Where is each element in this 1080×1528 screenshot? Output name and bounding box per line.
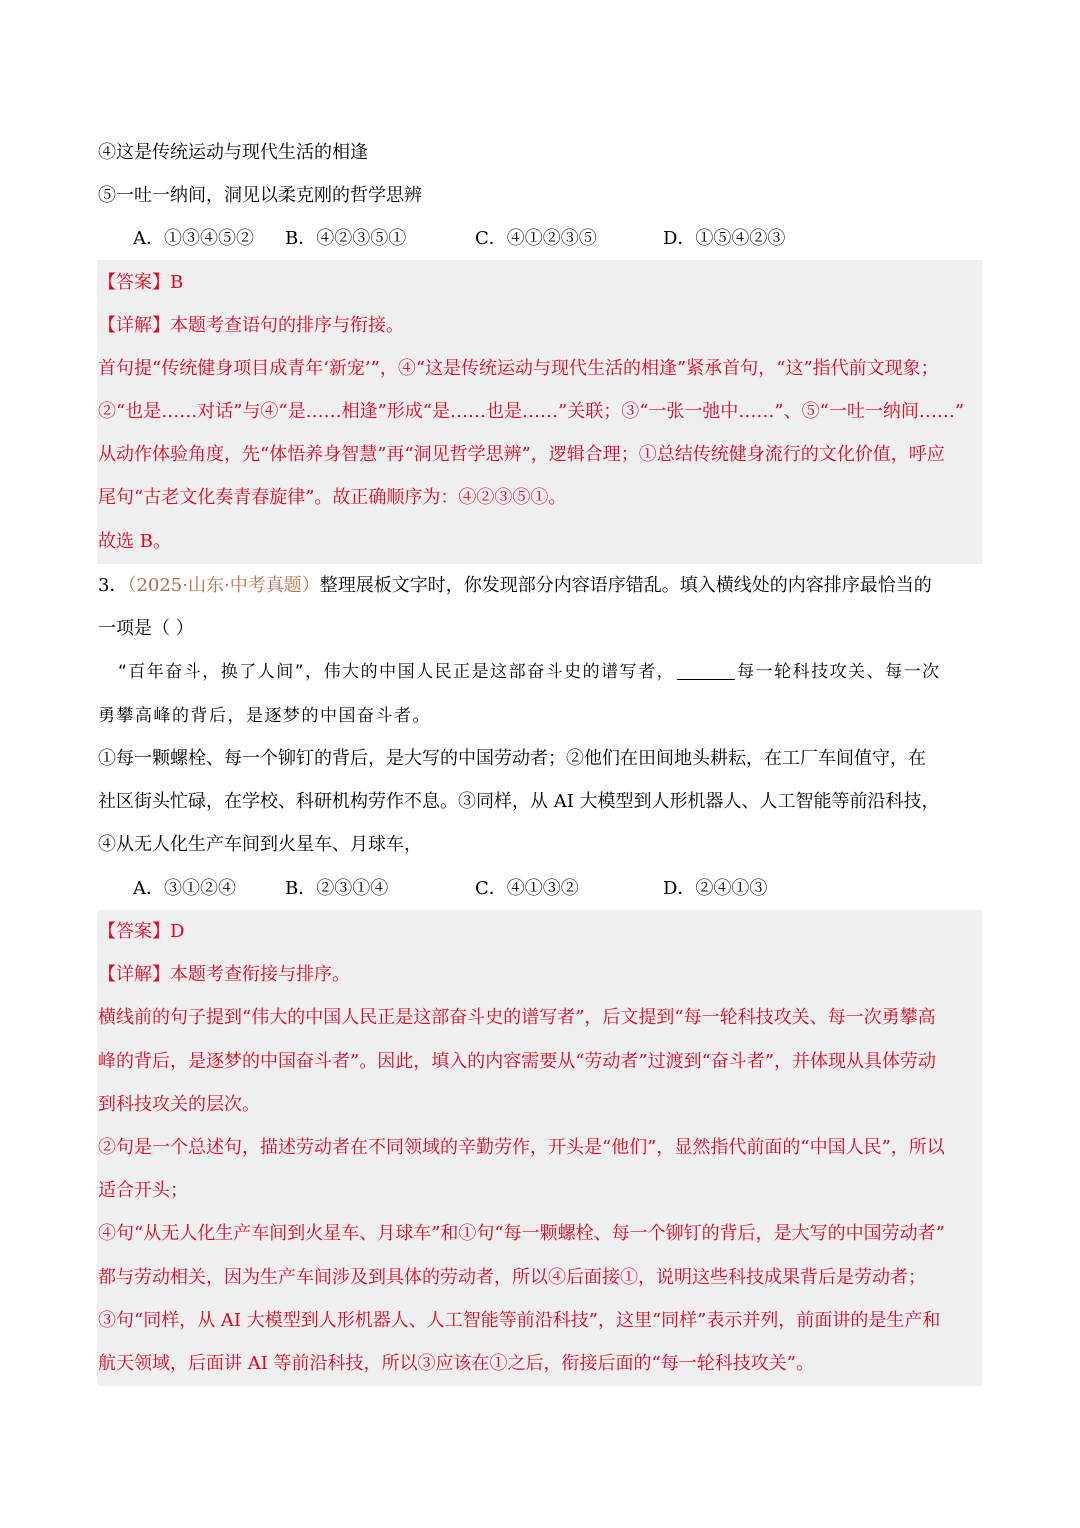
q3-passage-part2: 每一轮科技攻关、每一次: [737, 662, 941, 682]
q2-option-d: D．①⑤④②③: [663, 228, 786, 249]
q2-item-4: ④这是传统运动与现代生活的相逢: [98, 142, 368, 163]
q3-number: 3．: [98, 575, 128, 596]
q3-item-line: 社区街头忙碌，在学校、科研机构劳作不息。③同样，从 AI 大模型到人形机器人、人工智能等前沿科技，: [98, 791, 940, 812]
q2-detail-line: ②“也是……对话”与④“是……相逢”形成“是……也是……”关联；③“一张一弛中……”、⑤“一吐一纳间……”: [98, 401, 965, 422]
q3-detail-line: 都与劳动相关，因为生产车间涉及到具体的劳动者，所以④后面接①，说明这些科技成果背后是劳动者；: [98, 1267, 926, 1288]
q3-source: （2025·山东·中考真题）: [127, 575, 320, 596]
q2-answer: 【答案】B: [98, 272, 184, 293]
q3-detail-line: 航天领域，后面讲 AI 等前沿科技，所以③应该在①之后，衔接后面的“每一轮科技攻关”。: [98, 1353, 814, 1374]
q3-detail-line: 横线前的句子提到“伟大的中国人民正是这部奋斗史的谱写者”，后文提到“每一轮科技攻关、每一次勇攀高: [98, 1007, 936, 1028]
q3-option-d: D．②④①③: [663, 878, 768, 899]
q3-detail-line: ③句“同样，从 AI 大模型到人形机器人、人工智能等前沿科技”，这里“同样”表示并列，前面讲的是生产和: [98, 1310, 941, 1331]
q2-detail-line: 故选 B。: [98, 531, 171, 552]
q3-option-b: B．②③①④: [285, 878, 389, 899]
q3-detail-line: 峰的背后，是逐梦的中国奋斗者”。因此，填入的内容需要从“劳动者”过渡到“奋斗者”，并体现从具体劳动: [98, 1051, 937, 1072]
q3-detail-line: ②句是一个总述句，描述劳动者在不同领域的辛勤劳作，开头是“他们”，显然指代前面的“中国人民”，所以: [98, 1137, 945, 1158]
q3-stem-line2: 一项是（ ）: [98, 618, 194, 639]
q3-option-c: C．④①③②: [475, 878, 579, 899]
q3-item-line: ④从无人化生产车间到火星车、月球车，: [98, 834, 422, 855]
q3-passage-part1: “百年奋斗，换了人间”，伟大的中国人民正是这部奋斗史的谱写者，: [118, 662, 676, 682]
q3-answer: 【答案】D: [98, 921, 185, 942]
q3-detail-line: 【详解】本题考查衔接与排序。: [98, 964, 350, 985]
q3-detail-line: 适合开头；: [98, 1180, 188, 1201]
q3-detail-line: ④句“从无人化生产车间到火星车、月球车”和①句“每一颗螺栓、每一个铆钉的背后，是大写的中国劳动者”: [98, 1223, 945, 1244]
q3-detail-line: 到科技攻关的层次。: [98, 1094, 260, 1115]
q2-detail-line: 尾句“古老文化奏青春旋律”。故正确顺序为：④②③⑤①。: [98, 487, 567, 508]
q3-passage-line1: [118, 660, 941, 684]
q2-option-c: C．④①②③⑤: [475, 228, 597, 249]
q2-item-5: ⑤一吐一纳间，洞见以柔克刚的哲学思辨: [98, 185, 422, 206]
q3-stem: [98, 574, 932, 598]
q2-detail-line: 【详解】本题考查语句的排序与衔接。: [98, 315, 404, 336]
q3-passage-line2: 勇攀高峰的背后，是逐梦的中国奋斗者。: [98, 706, 431, 726]
q3-option-a: A．③①②④: [133, 878, 236, 899]
q3-blank: [677, 661, 735, 680]
q3-stem-text: 整理展板文字时，你发现部分内容语序错乱。填入横线处的内容排序最恰当的: [319, 575, 932, 596]
q3-item-line: ①每一颗螺栓、每一个铆钉的背后，是大写的中国劳动者；②他们在田间地头耕耘，在工厂车间值守，在: [98, 748, 926, 769]
q2-option-a: A．①③④⑤②: [133, 228, 254, 249]
q2-option-b: B．④②③⑤①: [285, 228, 407, 249]
q2-detail-line: 首句提“传统健身项目成青年‘新宠’”，④“这是传统运动与现代生活的相逢”紧承首句，“这”指代前文现象；: [98, 358, 939, 379]
q2-detail-line: 从动作体验角度，先“体悟养身智慧”再“洞见哲学思辨”，逻辑合理；①总结传统健身流行的文化价值，呼应: [98, 444, 945, 465]
